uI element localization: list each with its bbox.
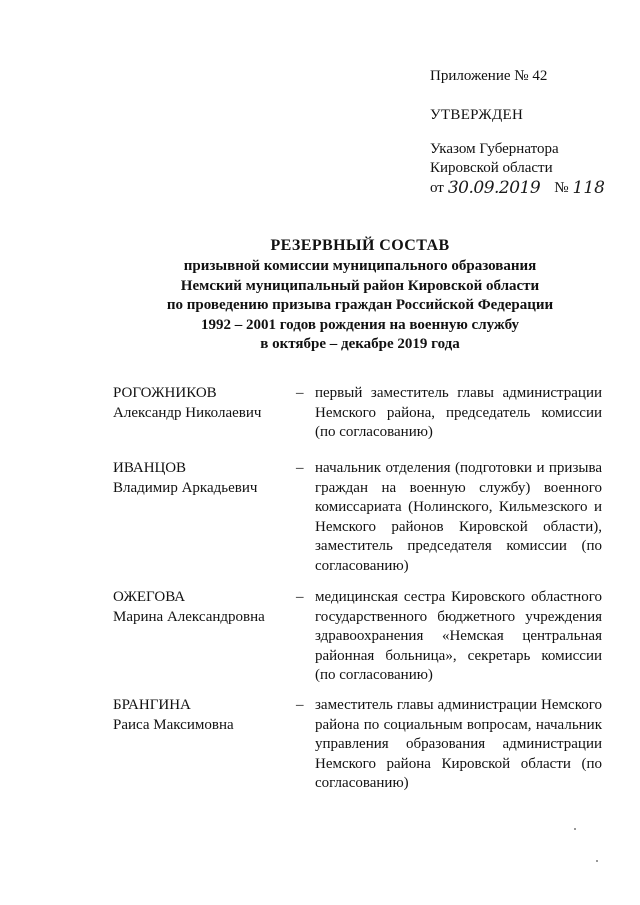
title-line: в октябре – декабре 2019 года bbox=[260, 336, 460, 352]
member-surname: РОГОЖНИКОВ bbox=[113, 385, 217, 401]
decree-reference bbox=[430, 140, 559, 178]
member-dash: – bbox=[296, 697, 304, 713]
handwritten-date: 30.09.2019 bbox=[447, 178, 541, 198]
title-line: по проведению призыва граждан Российской Федерации bbox=[166, 297, 554, 313]
date-prefix: от bbox=[430, 180, 444, 196]
member-dash: – bbox=[296, 385, 304, 401]
title-line: 1992 – 2001 годов рождения на военную службу bbox=[200, 316, 520, 333]
title-line: Немский муниципальный район Кировской области bbox=[180, 277, 540, 294]
member-given-name: Владимир Аркадьевич bbox=[113, 479, 258, 496]
title-main: РЕЗЕРВНЫЙ СОСТАВ bbox=[270, 237, 450, 254]
member-dash: – bbox=[296, 589, 304, 605]
member-surname: ИВАНЦОВ bbox=[113, 460, 187, 476]
member-given-name: Александр Николаевич bbox=[113, 404, 262, 421]
decree-date-line bbox=[430, 177, 605, 199]
handwritten-number: 118 bbox=[572, 178, 605, 198]
member-given-name: Раиса Максимовна bbox=[113, 716, 234, 733]
scan-speck bbox=[596, 860, 598, 862]
member-surname: БРАНГИНА bbox=[113, 697, 191, 713]
member-role: первый заместитель главы администрации Немского района, председатель комиссии (по согласованию) bbox=[315, 385, 602, 440]
document-title bbox=[80, 235, 640, 355]
title-line: призывной комиссии муниципального образования bbox=[183, 258, 537, 274]
decree-line-1: Указом Губернатора bbox=[430, 141, 559, 157]
member-given-name: Марина Александровна bbox=[113, 608, 265, 625]
appendix-label: Приложение № 42 bbox=[430, 68, 548, 84]
scan-speck bbox=[574, 828, 576, 830]
decree-line-2: Кировской области bbox=[430, 160, 553, 176]
member-role: медицинская сестра Кировского областного государственного бюджетного учреждения здравоохранения «Немская центральная районная больница», секретарь комиссии (по согласованию) bbox=[315, 589, 602, 683]
member-role: заместитель главы администрации Немского района по социальным вопросам, начальник управления образования администрации Немского района Кировской области (по согласованию) bbox=[315, 697, 602, 791]
number-sign: № bbox=[554, 180, 569, 196]
member-surname: ОЖЕГОВА bbox=[113, 589, 186, 605]
member-dash: – bbox=[296, 460, 304, 476]
approved-stamp-text: УТВЕРЖДЕН bbox=[430, 107, 524, 123]
member-role: начальник отделения (подготовки и призыва граждан на военную службу) военного комиссариата (Нолинского, Кильмезского и Немского районов Кировской области), заместитель председателя комиссии (по согласованию) bbox=[315, 460, 602, 574]
